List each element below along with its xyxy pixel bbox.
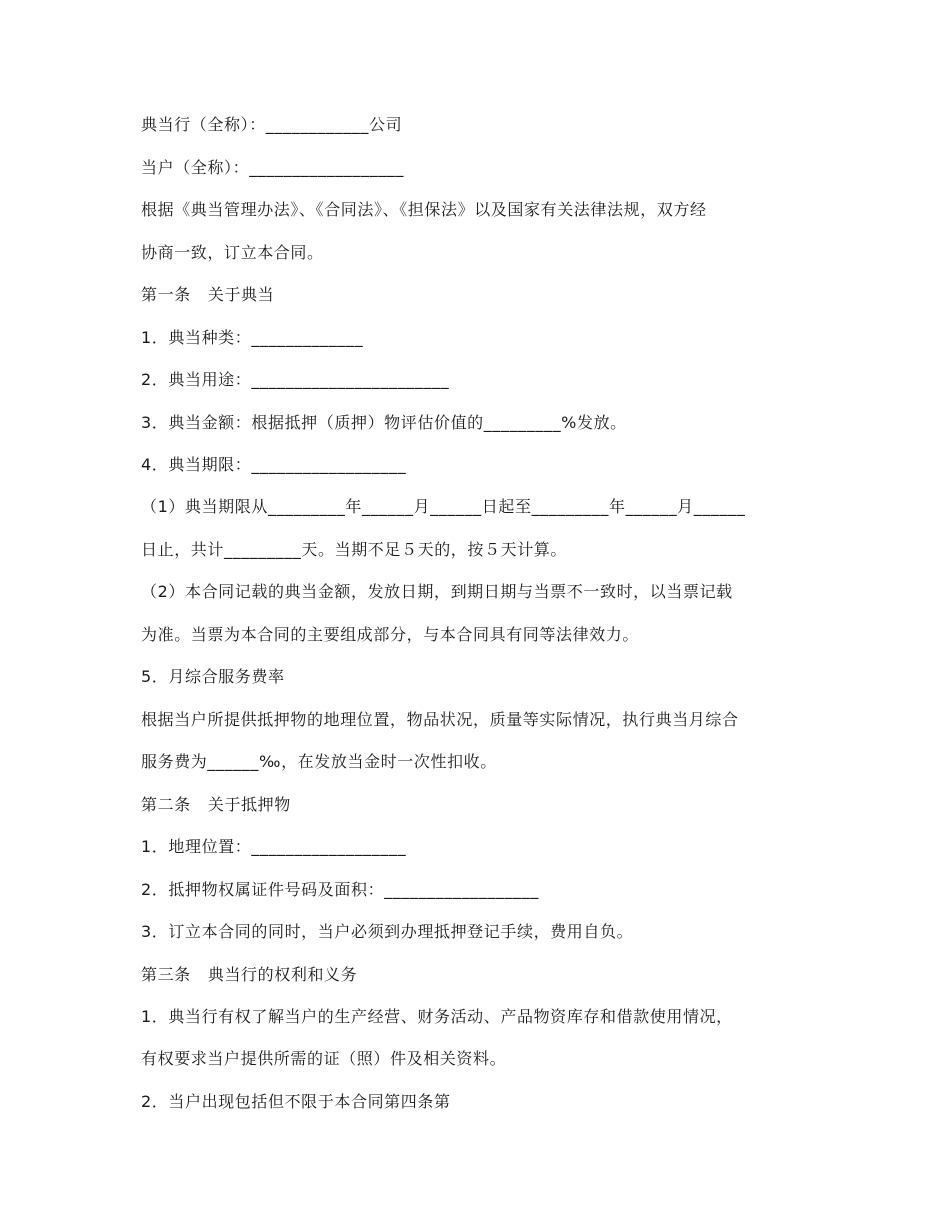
service-fee-heading: 5．月综合服务费率 [141, 667, 285, 686]
collateral-title-clause: 2．抵押物权属证件号码及面积：__________________ [141, 880, 539, 899]
pawn-term-clause: 4．典当期限：__________________ [141, 455, 407, 474]
pawn-purpose-clause: 2．典当用途：_______________________ [141, 370, 450, 389]
article-1-heading: 第一条 关于典当 [141, 285, 275, 304]
article-2-heading: 第二条 关于抵押物 [141, 795, 291, 814]
pawnshop-name-line: 典当行（全称）：____________公司 [141, 115, 403, 134]
rights-clause-line-2: 有权要求当户提供所需的证（照）件及相关资料。 [141, 1049, 507, 1068]
service-fee-line-1: 根据当户所提供抵押物的地理位置，物品状况，质量等实际情况，执行典当月综合 [141, 710, 739, 729]
collateral-location-clause: 1．地理位置：__________________ [141, 837, 407, 856]
rights-clause-line-1: 1．典当行有权了解当户的生产经营、财务活动、产品物资库存和借款使用情况， [141, 1007, 733, 1026]
article-3-heading: 第三条 典当行的权利和义务 [141, 965, 358, 984]
mortgage-registration-clause: 3．订立本合同的同时，当户必须到办理抵押登记手续，费用自负。 [141, 922, 634, 941]
term-period-line-2: 日止，共计_________天。当期不足５天的，按５天计算。 [141, 540, 568, 559]
preamble-line-2: 协商一致，订立本合同。 [141, 243, 324, 262]
pawn-type-clause: 1．典当种类：_____________ [141, 328, 364, 347]
default-clause-line: 2．当户出现包括但不限于本合同第四条第 [141, 1092, 451, 1111]
ticket-precedence-line-1: （2）本合同记载的典当金额，发放日期，到期日期与当票不一致时，以当票记载 [141, 582, 733, 601]
preamble-line-1: 根据《典当管理办法》、《合同法》、《担保法》以及国家有关法律法规，双方经 [141, 200, 707, 219]
service-fee-line-2: 服务费为______‰，在发放当金时一次性扣收。 [141, 752, 497, 771]
term-period-line-1: （1）典当期限从_________年______月______日起至_________年______月______ [141, 497, 746, 516]
pledgor-name-line: 当户（全称）：__________________ [141, 158, 404, 177]
pawn-amount-clause: 3．典当金额：根据抵押（质押）物评估价值的_________%发放。 [141, 413, 627, 432]
ticket-precedence-line-2: 为准。当票为本合同的主要组成部分，与本合同具有同等法律效力。 [141, 625, 640, 644]
